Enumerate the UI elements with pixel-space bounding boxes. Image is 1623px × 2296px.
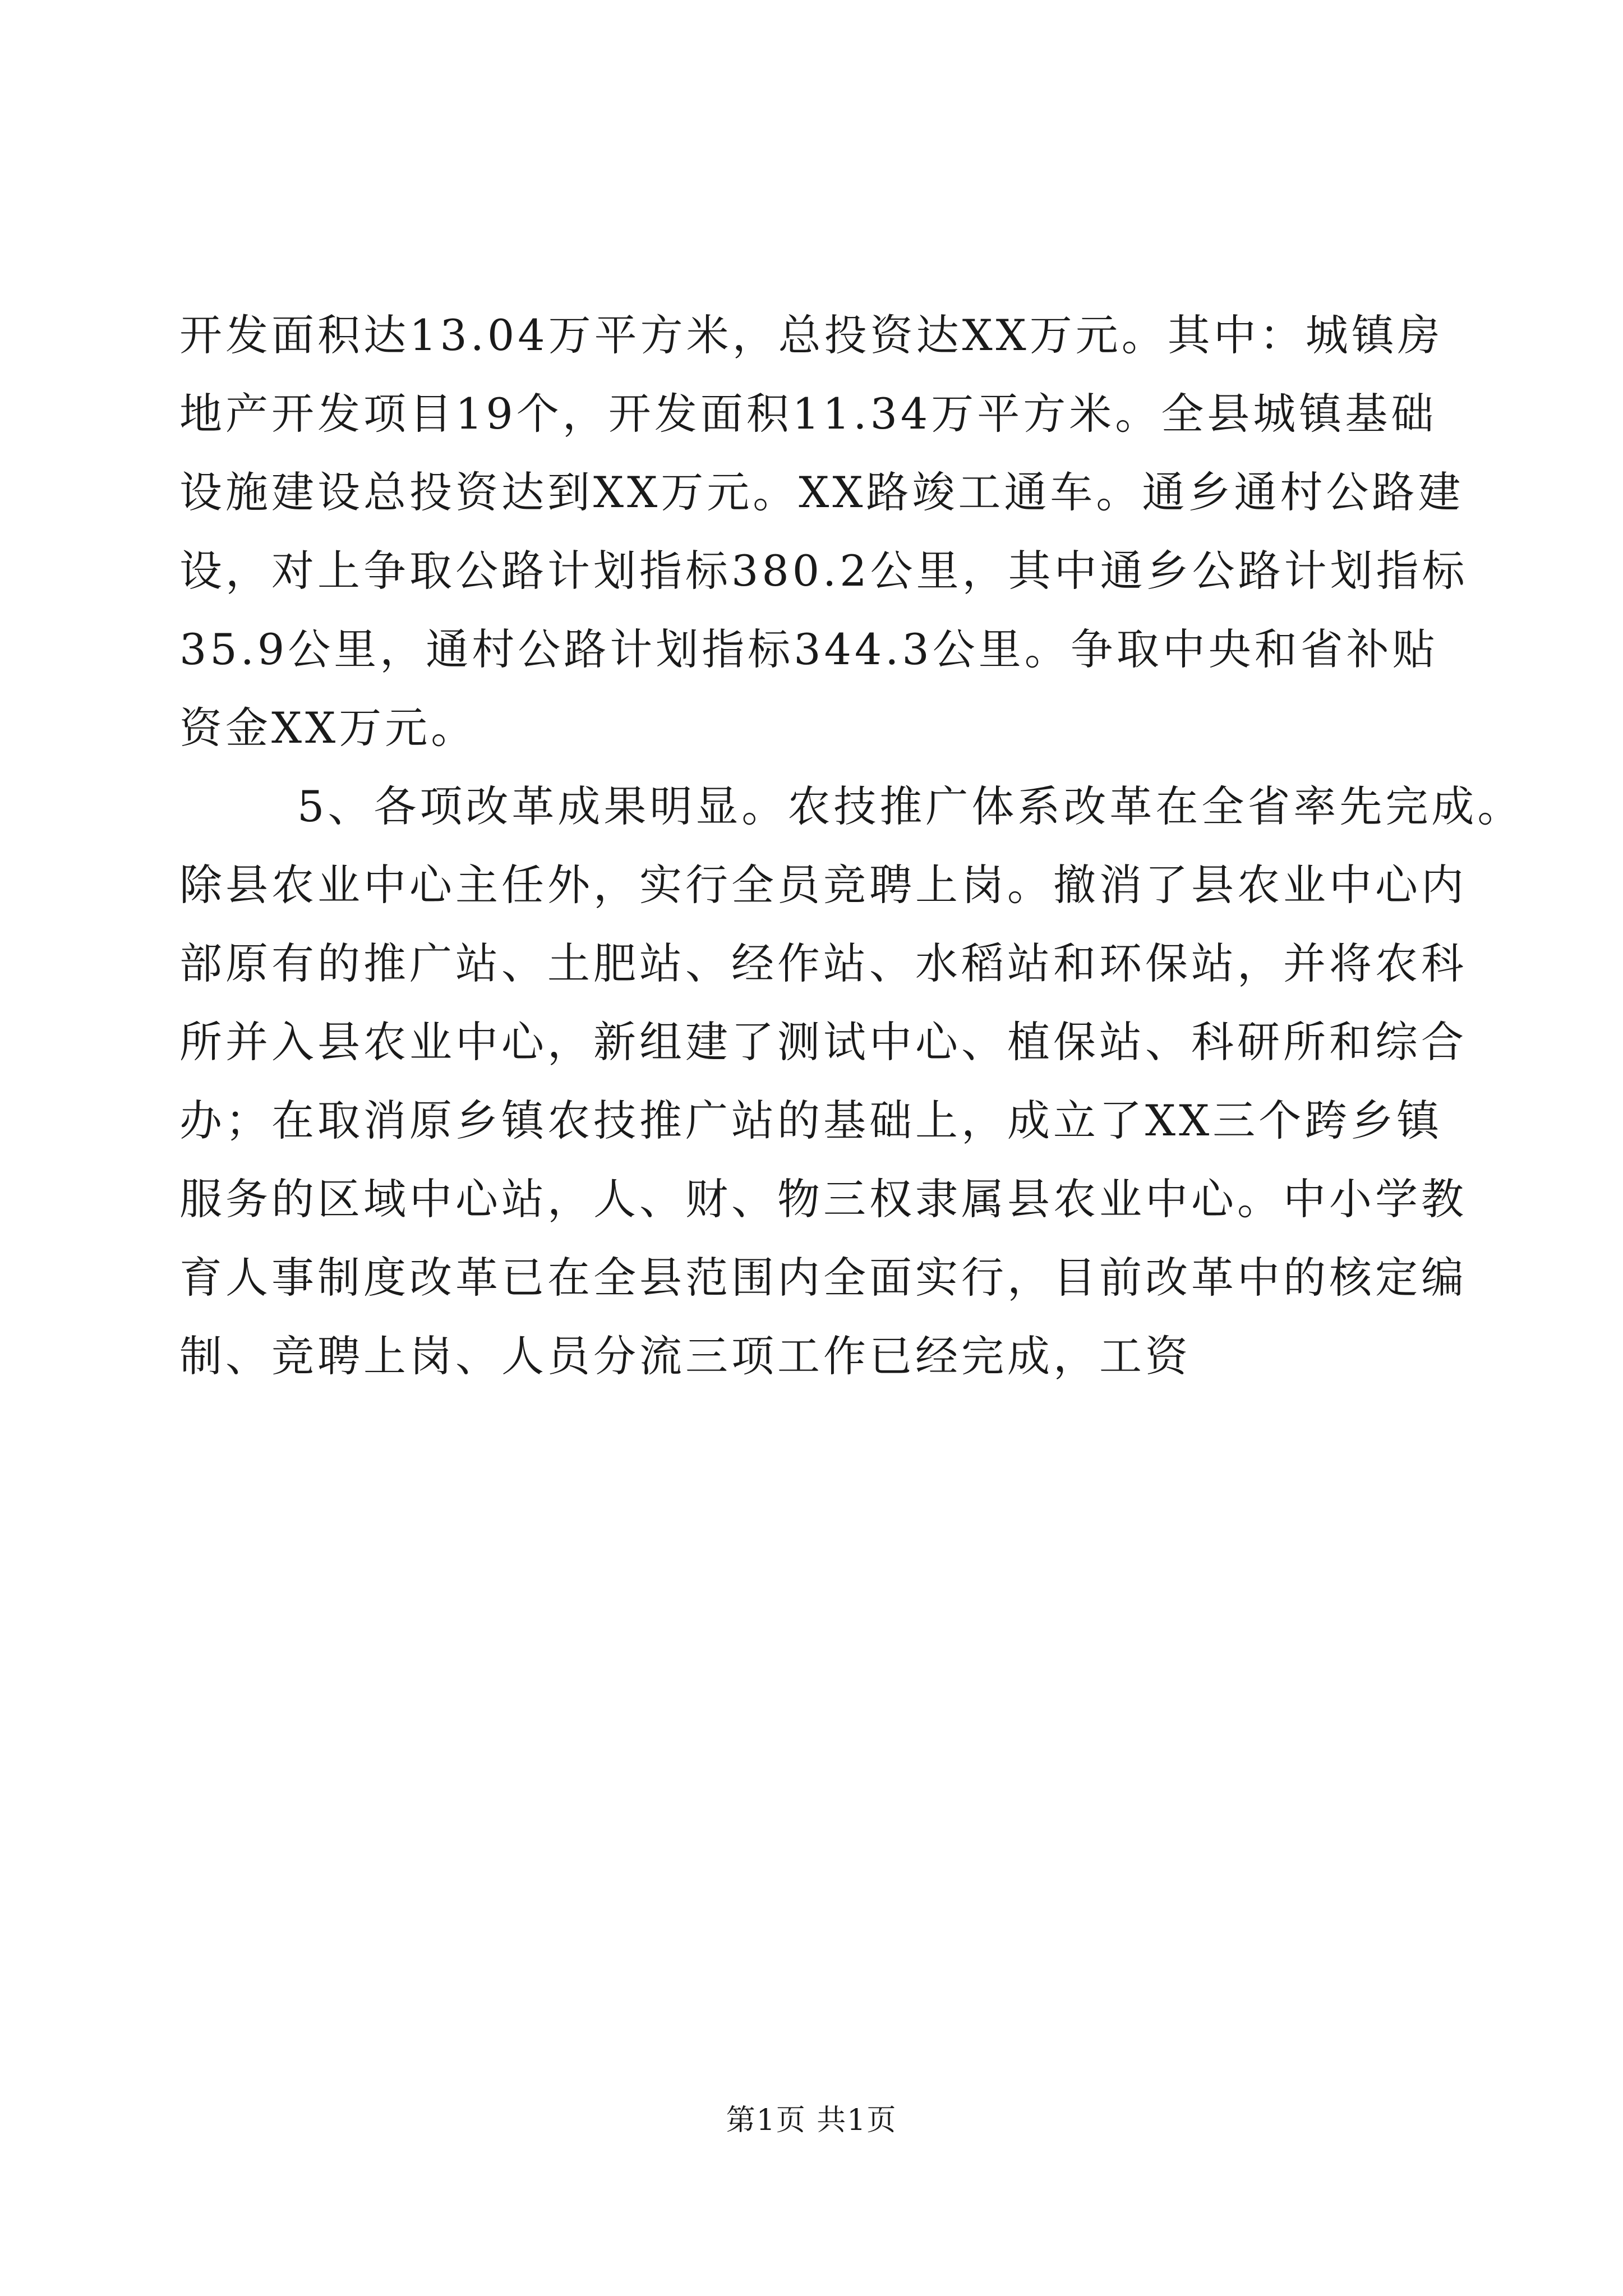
body-line-12: 服务的区域中心站，人、财、物三权隶属县农业中心。中小学教 — [179, 1174, 1467, 1224]
body-line-8: 除县农业中心主任外，实行全员竞聘上岗。撤消了县农业中心内 — [179, 860, 1467, 910]
body-line-11: 办；在取消原乡镇农技推广站的基础上，成立了XX三个跨乡镇 — [179, 1096, 1443, 1145]
body-line-2: 地产开发项目19个，开发面积11.34万平方米。全县城镇基础 — [179, 389, 1437, 439]
page-footer: 第1页 共1页 — [726, 2104, 897, 2137]
body-line-14: 制、竞聘上岗、人员分流三项工作已经完成，工资 — [179, 1331, 1191, 1381]
body-line-3: 设施建设总投资达到XX万元。XX路竣工通车。通乡通村公路建 — [179, 467, 1464, 517]
body-line-9: 部原有的推广站、土肥站、经作站、水稻站和环保站，并将农科 — [179, 938, 1467, 988]
body-line-4: 设，对上争取公路计划指标380.2公里，其中通乡公路计划指标 — [179, 546, 1468, 596]
paragraph-5-first-line: 5、各项改革成果明显。农技推广体系改革在全省率先完成。 — [297, 781, 1524, 831]
body-line-6: 资金XX万元。 — [179, 703, 477, 753]
body-line-13: 育人事制度改革已在全县范围内全面实行，目前改革中的核定编 — [179, 1253, 1467, 1303]
body-line-1: 开发面积达13.04万平方米，总投资达XX万元。其中：城镇房 — [179, 310, 1444, 360]
body-line-10: 所并入县农业中心，新组建了测试中心、植保站、科研所和综合 — [179, 1017, 1467, 1067]
body-line-5: 35.9公里，通村公路计划指标344.3公里。争取中央和省补贴 — [179, 624, 1438, 674]
